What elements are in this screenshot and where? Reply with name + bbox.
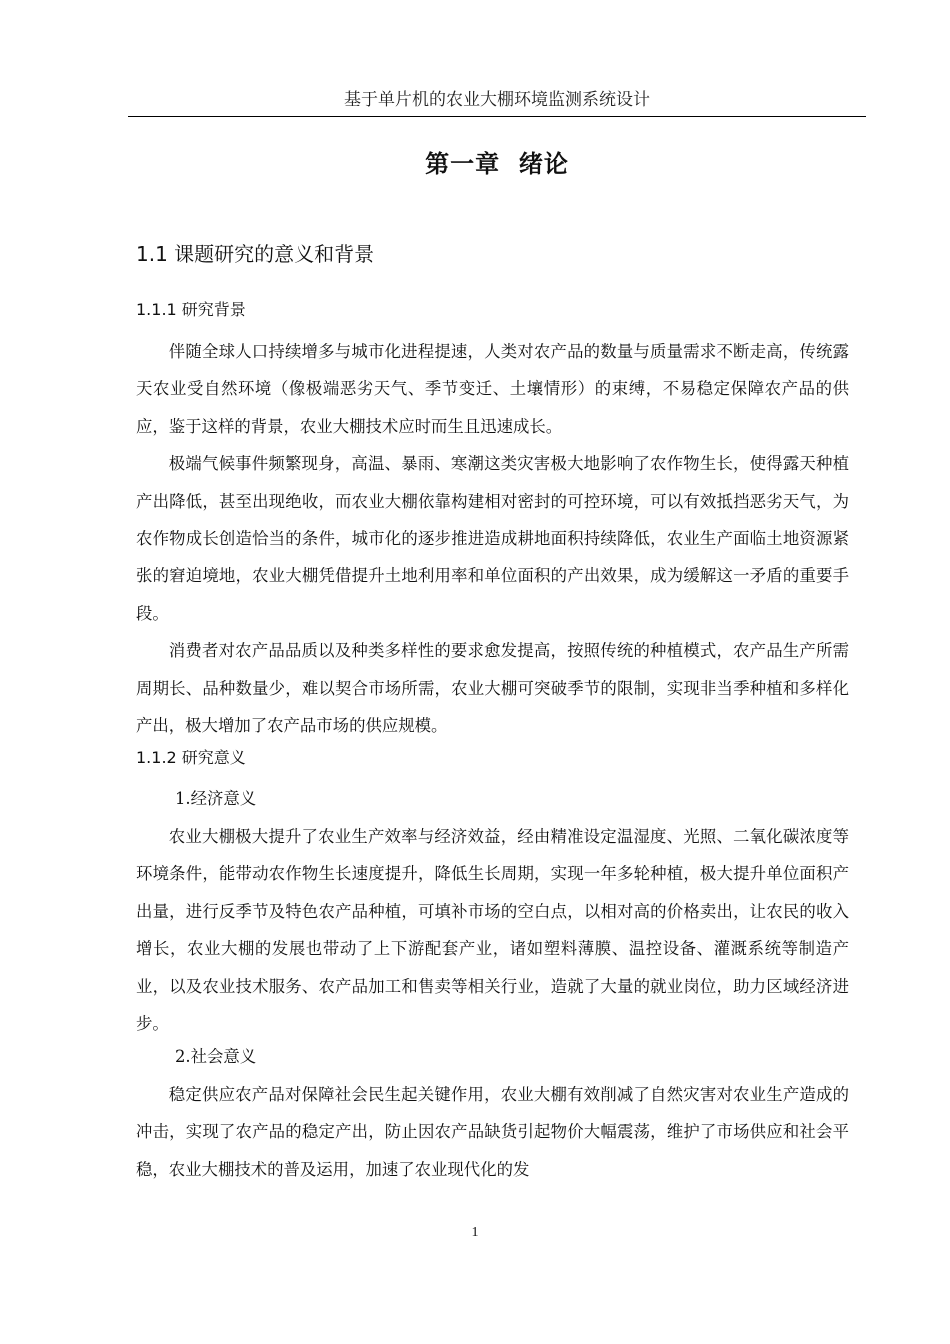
paragraph-background-3: 消费者对农产品品质以及种类多样性的要求愈发提高，按照传统的种植模式，农产品生产所需周期长、品种数量少，难以契合市场所需，农业大棚可突破季节的限制，实现非当季种植和多样化产出，极大增加了农产品市场的供应规模。 <box>136 641 849 736</box>
body-background-paragraphs <box>136 333 849 744</box>
chapter-title: 第一章 绪论 <box>425 150 569 178</box>
body-economic <box>136 818 849 1042</box>
paragraph-economic: 农业大棚极大提升了农业生产效率与经济效益，经由精准设定温湿度、光照、二氧化碳浓度等环境条件，能带动农作物生长速度提升，降低生长周期，实现一年多轮种植，极大提升单位面积产出量，进行反季节及特色农产品种植，可填补市场的空白点，以相对高的价格卖出，让农民的收入增长，农业大棚的发展也带动了上下游配套产业，诸如塑料薄膜、温控设备、灌溉系统等制造产业，以及农业技术服务、农产品加工和售卖等相关行业，造就了大量的就业岗位，助力区域经济进步。 <box>136 827 849 1034</box>
body-social <box>136 1076 849 1188</box>
section-heading-1-1: 1.1 课题研究的意义和背景 <box>136 242 375 266</box>
header-rule <box>128 116 866 117</box>
paragraph-background-1: 伴随全球人口持续增多与城市化进程提速，人类对农产品的数量与质量需求不断走高，传统露天农业受自然环境（像极端恶劣天气、季节变迁、土壤情形）的束缚，不易稳定保障农产品的供应，鉴于这样的背景，农业大棚技术应时而生且迅速成长。 <box>136 342 849 436</box>
section-heading-1-1-2: 1.1.2 研究意义 <box>136 748 246 767</box>
page-number: 1 <box>471 1225 479 1240</box>
paragraph-background-2: 极端气候事件频繁现身，高温、暴雨、寒潮这类灾害极大地影响了农作物生长，使得露天种植产出降低，甚至出现绝收，而农业大棚依靠构建相对密封的可控环境，可以有效抵挡恶劣天气，为农作物成长创造恰当的条件，城市化的逐步推进造成耕地面积持续降低，农业生产面临土地资源紧张的窘迫境地，农业大棚凭借提升土地利用率和单位面积的产出效果，成为缓解这一矛盾的重要手段。 <box>136 454 849 623</box>
section-heading-1-1-1: 1.1.1 研究背景 <box>136 300 246 319</box>
running-header: 基于单片机的农业大棚环境监测系统设计 <box>344 90 650 110</box>
paragraph-social: 稳定供应农产品对保障社会民生起关键作用，农业大棚有效削减了自然灾害对农业生产造成的冲击，实现了农产品的稳定产出，防止因农产品缺货引起物价大幅震荡，维护了市场供应和社会平稳，农业大棚技术的普及运用，加速了农业现代化的发 <box>136 1085 849 1179</box>
subheading-economic: 1.经济意义 <box>175 789 257 808</box>
subheading-social: 2.社会意义 <box>175 1047 257 1066</box>
